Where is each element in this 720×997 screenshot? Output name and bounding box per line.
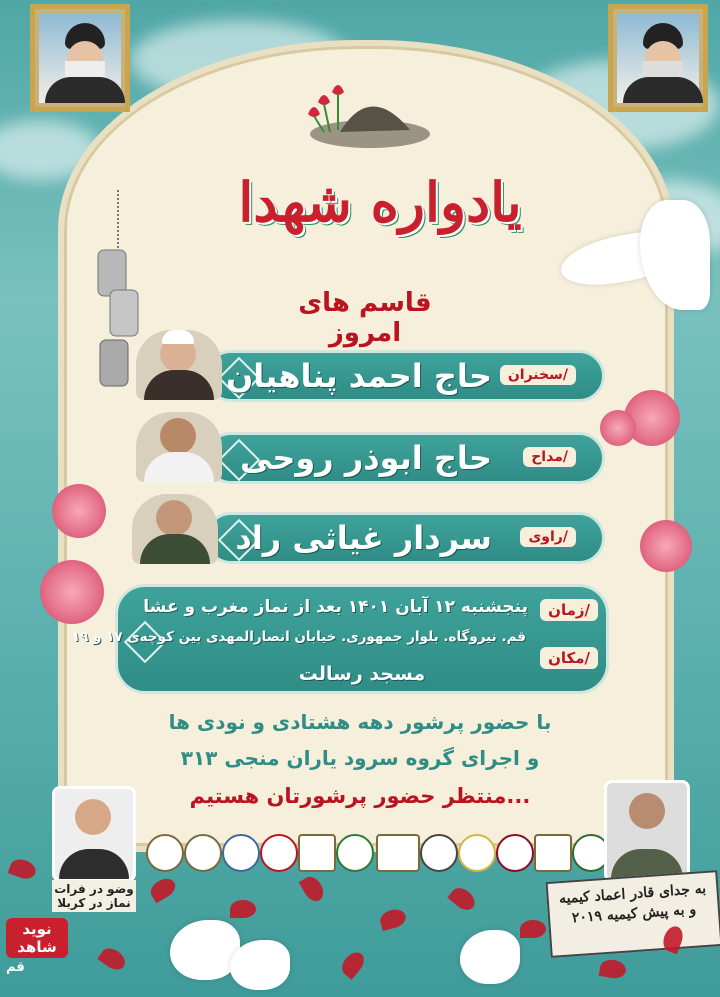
petal — [97, 944, 129, 974]
org-logo — [420, 834, 458, 872]
org-logo — [376, 834, 420, 872]
speaker-photo — [136, 412, 222, 482]
rose — [40, 560, 104, 624]
portrait-right — [608, 4, 708, 112]
petal — [338, 948, 369, 979]
sign-text: به جدای قادر اعماد کیمیه و به پیش کیمیه ۲۰۱۹ — [558, 880, 707, 927]
petal — [378, 907, 408, 931]
venue-name: مسجد رسالت — [298, 663, 426, 685]
place-value: قم. نیروگاه. بلوار جمهوری. خیابان انصارالمهدی بین کوچه‌ی ۱۷ و ۱۹ — [71, 629, 526, 645]
time-label: زمان/ — [540, 599, 598, 621]
portrait-left — [30, 4, 130, 112]
martyr-photo-left — [52, 786, 136, 882]
dove — [460, 930, 520, 984]
speaker-name: سردار غیاثی راد — [235, 519, 492, 557]
brand-logo — [6, 908, 68, 978]
speaker-photo — [132, 494, 218, 564]
poster-title: یادواره شهدا — [238, 170, 522, 234]
speaker-photo — [136, 330, 222, 400]
petal — [8, 856, 39, 882]
speaker-name: حاج ابوذر روحی — [239, 439, 492, 477]
message-line-2: و اجرای گروه سرود یاران منجی ۳۱۳ — [180, 746, 540, 770]
speaker-role: مداح/ — [523, 447, 576, 467]
place-label: مکان/ — [540, 647, 598, 669]
rose — [600, 410, 636, 446]
petal — [520, 920, 546, 938]
org-logo — [146, 834, 184, 872]
org-logo — [534, 834, 572, 872]
speaker-role: سخنران/ — [500, 365, 576, 385]
brand-city: قم — [6, 960, 25, 975]
brand-logo-text: نوید شاهد — [6, 918, 68, 958]
helmet-tulips-icon — [300, 72, 440, 152]
message-line-3: منتظر حضور پرشورتان هستیم... — [189, 784, 531, 808]
rose — [640, 520, 692, 572]
speaker-role: راوی/ — [520, 527, 576, 547]
petal — [147, 875, 179, 904]
org-logo — [496, 834, 534, 872]
speaker-name: حاج احمد پناهیان — [225, 357, 492, 395]
time-value: پنجشنبه ۱۲ آبان ۱۴۰۱ بعد از نماز مغرب و عشا — [143, 597, 528, 617]
message-line-1: با حضور پرشور دهه هشتادی و نودی ها — [168, 710, 552, 734]
martyr-sign-right — [546, 870, 720, 958]
speaker-row — [205, 432, 605, 484]
poster-subtitle: قاسم های امروز — [298, 288, 432, 348]
petal — [447, 884, 478, 915]
org-logo — [260, 834, 298, 872]
martyr-photo-right — [604, 780, 690, 882]
org-logo — [184, 834, 222, 872]
org-logo — [222, 834, 260, 872]
martyr-caption-left: وضو در فرات نماز در کربلا — [52, 880, 136, 912]
dove — [230, 940, 290, 990]
poster-title-block — [230, 150, 530, 270]
event-info-box — [71, 584, 609, 694]
petal — [599, 958, 628, 980]
org-logo — [336, 834, 374, 872]
speaker-row — [205, 350, 605, 402]
org-logo — [458, 834, 496, 872]
org-logo — [298, 834, 336, 872]
speaker-row — [205, 512, 605, 564]
rose — [52, 484, 106, 538]
petal — [230, 900, 256, 918]
petal — [299, 873, 328, 905]
